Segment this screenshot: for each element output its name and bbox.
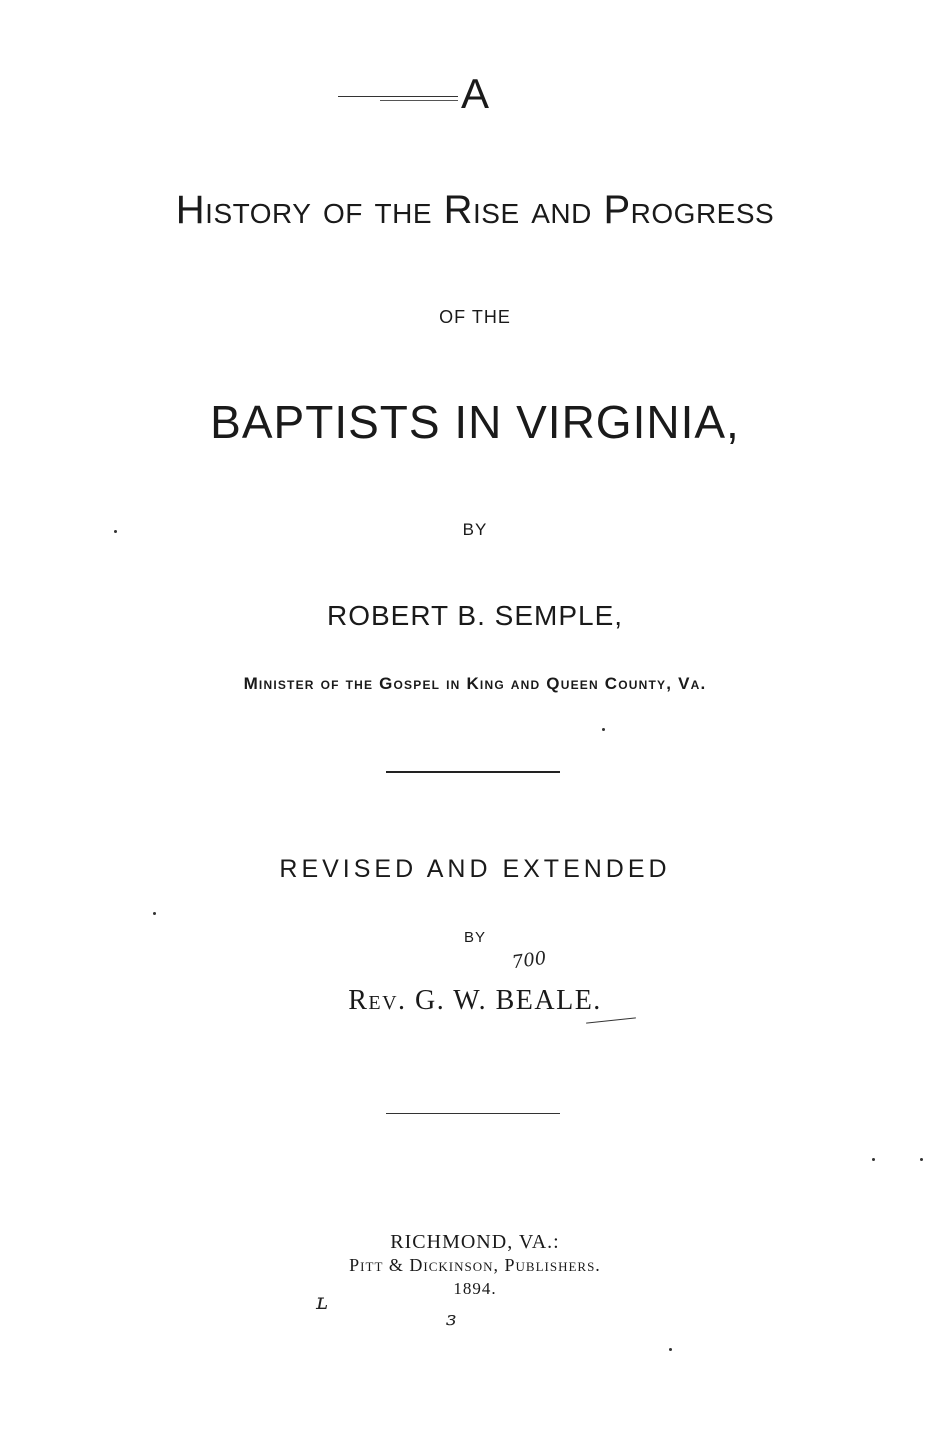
handwritten-number: 700 bbox=[510, 947, 548, 974]
handwritten-mark-right: ɜ bbox=[446, 1306, 457, 1330]
speck-mark bbox=[669, 1348, 672, 1351]
handwritten-mark-left: ʟ bbox=[316, 1290, 328, 1315]
by-label-reviser: BY bbox=[463, 929, 486, 946]
publication-year: 1894. bbox=[453, 1279, 497, 1298]
speck-mark bbox=[153, 912, 156, 915]
publisher-name: Pitt & Dickinson, Publishers. bbox=[349, 1255, 601, 1275]
revised-statement: REVISED AND EXTENDED bbox=[279, 855, 671, 883]
speck-mark bbox=[920, 1158, 923, 1161]
reviser-name: Rev. G. W. BEALE. bbox=[348, 985, 602, 1016]
publication-place: RICHMOND, VA.: bbox=[390, 1231, 560, 1253]
speck-mark bbox=[602, 728, 605, 731]
speck-mark bbox=[872, 1158, 875, 1161]
handwritten-underline bbox=[586, 1017, 636, 1023]
divider-rule-2 bbox=[386, 1113, 560, 1114]
main-title: History of the Rise and Progress bbox=[175, 188, 775, 232]
by-label-author: BY bbox=[462, 520, 488, 539]
title-article: A bbox=[460, 70, 489, 117]
author-role: Minister of the Gospel in King and Queen County, Va. bbox=[243, 674, 707, 693]
author-name: ROBERT B. SEMPLE, bbox=[326, 600, 624, 631]
speck-mark bbox=[114, 530, 117, 533]
divider-rule-1 bbox=[386, 771, 560, 773]
subject-title: BAPTISTS IN VIRGINIA, bbox=[210, 396, 740, 448]
of-the-connector: OF THE bbox=[439, 307, 511, 327]
